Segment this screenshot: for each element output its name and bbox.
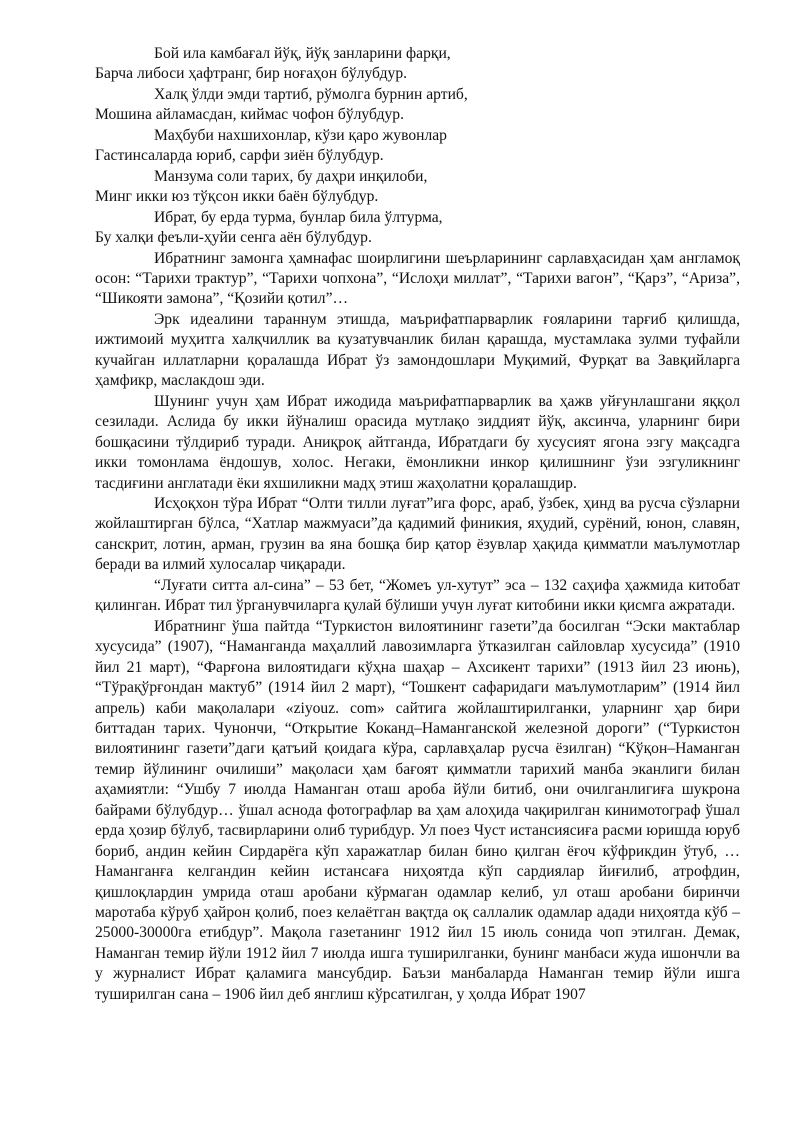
poem-line: Гастинсаларда юриб, сарфи зиён бўлубдур. (95, 147, 384, 165)
poem-line: Маҳбуби нахшихонлар, кўзи қаро жувонлар (154, 126, 447, 144)
paragraph: Шунинг учун ҳам Ибрат ижодида маърифатпарварлик ва ҳажв уйғунлашгани яққол сезилади. Аслида бу икки йўналиш орасида мутлақо зиддият йўқ, аксинча, уларнинг бири бошқасини тўлдириб туради. Аниқроқ айтганда, Ибратдаги бу хусусият ягона эзгу мақсадга икки томонлама ёндошув, холос. Негаки, ёмонликни инкор қилишнинг ўзи эзгуликнинг тасдиғини англатади ёки яхшиликни мадҳ этиш жаҳолатни қоралашдир. (95, 392, 740, 492)
paragraph: “Луғати ситта ал-сина” – 53 бет, “Жомеъ ул-хутут” эса – 132 саҳифа ҳажмида китобат қилинган. Ибрат тил ўрганувчиларга қулай бўлиши учун луғат китобини икки қисмга ажратади. (95, 576, 740, 615)
poem-line: Бой ила камбағал йўқ, йўқ занларини фарқи, (154, 45, 451, 62)
poem-block (95, 44, 740, 249)
document-page (95, 44, 740, 1005)
poem-line: Ибрат, бу ерда турма, бунлар била ўлтурма, (154, 208, 443, 226)
poem-line: Бу халқи феъли-ҳуйи сенга аён бўлубдур. (95, 229, 372, 247)
body-text (95, 249, 740, 1006)
paragraph: Исҳоқхон тўра Ибрат “Олти тилли луғат”ига форс, араб, ўзбек, ҳинд ва русча сўзларни жойлаштирган бўлса, “Хатлар мажмуаси”да қадимий финикия, яҳудий, сурёний, юнон, славян, санскрит, лотин, арман, грузин ва яна бошқа бир қатор ёзувлар ҳақида қимматли маълумотлар беради ва илмий хулосалар чиқаради. (95, 494, 740, 574)
poem-line: Минг икки юз тўқсон икки баён бўлубдур. (95, 188, 379, 206)
poem-line: Манзума соли тарих, бу даҳри инқилоби, (154, 167, 428, 185)
paragraph: Ибратнинг ўша пайтда “Туркистон вилоятининг газети”да босилган “Эски мактаблар хусусида” (1907), “Наманганда маҳаллий лавозимларга ўтказилган сайловлар хусусида” (1910 йил 21 март), “Фарғона вилоятидаги кўҳна шаҳар – Ахсикент тарихи” (1913 йил 23 июнь), “Тўрақўрғондан мактуб” (1914 йил 2 март), “Тошкент сафаридаги маълумотларим” (1914 йил апрель) каби мақолалари «ziyouz. com» сайтига жойлаштирилганки, уларнинг ҳар бири биттадан тарих. Чунончи, “Открытие Коканд–Наманганской железной дороги” (“Туркистон вилоятининг газети”даги қатъий қоидага кўра, сарлавҳалар русча ёзилган) “Кўқон–Наманган темир йўлининг очилиши” мақоласи ҳам бағоят қимматли тарихий манба эканлиги билан аҳамиятли: “Ушбу 7 июлда Наманган оташ ароба йўли битиб, они очилганлигиға шукрона байрами бўлубдур… ўшал аснода фотографлар ва ҳам алоҳида чақирилган кинимотограф ўшал ерда ҳозир бўлуб, тасвирларини олиб турибдур. Ул поез Чуст истансиясиға расми юришда юруб бориб, андин кейин Сирдарёга кўп харажатлар билан бино қилган ёғоч кўфрикдин ўтуб, …Наманганға келгандин кейин истансаға ниҳоятда кўп сардиялар йиғилиб, атрофдин, қишлоқлардин умрида оташ аробани кўрмаган одамлар келиб, ул оташ аробани биринчи маротаба кўруб ҳайрон қолиб, поез келаётган вақтда оқ саллалик одамлар адади ниҳоятда кўб – 25000-30000га етибдур”. Мақола газетанинг 1912 йил 15 июль сонида чоп этилган. Демак, Наманган темир йўли 1912 йил 7 июлда ишга туширилганки, бунинг манбаси жуда ишончли ва у журналист Ибрат қаламига мансубдир. Баъзи манбаларда Наманган темир йўли ишга туширилган сана – 1906 йил деб янглиш кўрсатилган, у ҳолда Ибрат 1907 (95, 617, 740, 1003)
poem-line: Халқ ўлди эмди тартиб, рўмолга бурнин артиб, (154, 85, 468, 103)
poem-line: Мошина айламасдан, киймас чофон бўлубдур. (95, 106, 404, 124)
poem-line: Барча либоси ҳафтранг, бир ноғаҳон бўлубдур. (95, 65, 408, 83)
paragraph: Эрк идеалини тараннум этишда, маърифатпарварлик ғояларини тарғиб қилишда, ижтимоий муҳитга халқчиллик ва кузатувчанлик билан қарашда, мустамлака зулми туфайли кучайган иллатларни қоралашда Ибрат ўз замондошлари Муқимий, Фурқат ва Завқийларга ҳамфикр, маслакдош эди. (95, 310, 740, 390)
paragraph: Ибратнинг замонга ҳамнафас шоирлигини шеърларининг сарлавҳасидан ҳам англамоқ осон: “Тарихи трактур”, “Тарихи чопхона”, “Ислоҳи миллат”, “Тарихи вагон”, “Қарз”, “Ариза”, “Шикояти замона”, “Қозийи қотил”… (95, 249, 740, 308)
